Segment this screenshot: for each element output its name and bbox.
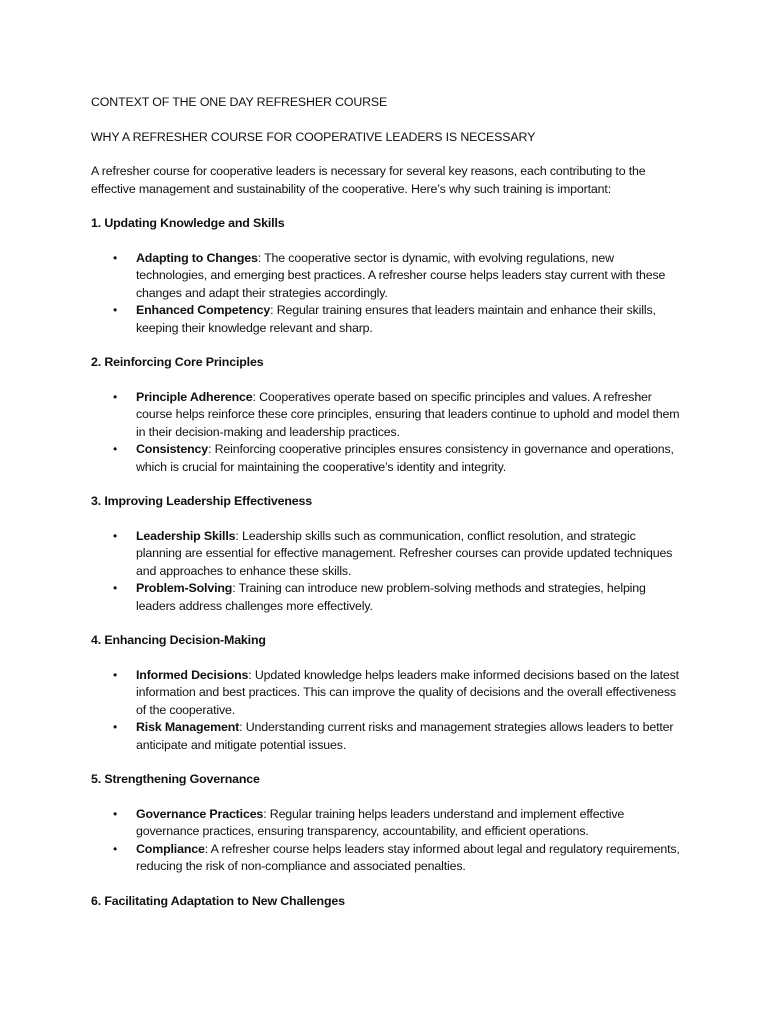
list-item <box>91 441 681 476</box>
list-item <box>91 528 681 581</box>
bullet-text: : The cooperative sector is dynamic, with evolving regulations, new technologies, and emerging best practices. A refresher course helps leaders stay current with these changes and adapt their strategies accordingly. <box>136 250 666 300</box>
document-title: CONTEXT OF THE ONE DAY REFRESHER COURSE <box>91 95 388 109</box>
section-heading: 4. Enhancing Decision-Making <box>91 633 266 647</box>
bullet-icon: • <box>113 806 118 821</box>
bullet-term: Problem-Solving <box>136 581 233 595</box>
bullet-term: Consistency <box>136 442 209 456</box>
list-item <box>91 841 681 876</box>
list-item <box>91 302 681 337</box>
bullet-term: Risk Management <box>136 720 240 734</box>
bullet-icon: • <box>113 528 118 543</box>
bullet-term: Principle Adherence <box>136 389 253 404</box>
bullet-text: : A refresher course helps leaders stay informed about legal and regulatory requirements, reducing the risk of non-compliance and associated penalties. <box>136 841 680 873</box>
bullet-text: : Regular training helps leaders understand and implement effective governance practices, ensuring transparency, accountability, and efficient operations. <box>136 806 625 838</box>
section-heading: 3. Improving Leadership Effectiveness <box>91 494 312 508</box>
bullet-term: Compliance <box>136 841 205 856</box>
bullet-text: : Understanding current risks and management strategies allows leaders to better anticipate and mitigate potential issues. <box>136 720 674 752</box>
bullet-list <box>91 389 681 477</box>
bullet-icon: • <box>113 250 118 265</box>
bullet-term: Adapting to Changes <box>136 250 258 265</box>
bullet-text: : Training can introduce new problem-solving methods and strategies, helping leaders address challenges more effectively. <box>136 581 646 613</box>
bullet-icon: • <box>113 442 118 456</box>
bullet-list <box>91 667 681 755</box>
bullet-list <box>91 528 681 616</box>
bullet-icon: • <box>113 389 118 404</box>
bullet-term: Enhanced Competency <box>136 303 271 317</box>
section-heading: 5. Strengthening Governance <box>91 772 260 786</box>
bullet-text: : Updated knowledge helps leaders make informed decisions based on the latest information and best practices. This can improve the quality of decisions and the overall effectiveness of the cooperative. <box>136 667 679 717</box>
list-item <box>91 806 681 841</box>
bullet-list <box>91 250 681 338</box>
bullet-term: Informed Decisions <box>136 667 249 682</box>
bullet-icon: • <box>113 720 118 734</box>
bullet-icon: • <box>113 581 118 595</box>
bullet-term: Governance Practices <box>136 806 264 821</box>
section-heading: 1. Updating Knowledge and Skills <box>91 216 285 230</box>
bullet-list <box>91 806 681 876</box>
document-body <box>91 94 681 910</box>
list-item <box>91 389 681 442</box>
list-item <box>91 719 681 754</box>
list-item <box>91 580 681 615</box>
bullet-text: : Reinforcing cooperative principles ensures consistency in governance and operations, which is crucial for maintaining the cooperative’s identity and integrity. <box>136 442 674 474</box>
section-heading: 2. Reinforcing Core Principles <box>91 355 264 369</box>
bullet-text: : Regular training ensures that leaders maintain and enhance their skills, keeping their knowledge relevant and sharp. <box>136 303 656 335</box>
section-heading: 6. Facilitating Adaptation to New Challenges <box>91 893 345 908</box>
list-item <box>91 250 681 303</box>
bullet-text: : Cooperatives operate based on specific principles and values. A refresher course helps reinforce these core principles, ensuring that leaders continue to uphold and model them in their decision-making and leadership practices. <box>136 389 680 439</box>
bullet-term: Leadership Skills <box>136 528 236 543</box>
bullet-text: : Leadership skills such as communication, conflict resolution, and strategic planning are essential for effective management. Refresher courses can provide updated techniques and approaches to enhance these skills. <box>136 528 673 578</box>
bullet-icon: • <box>113 667 118 682</box>
bullet-icon: • <box>113 841 118 856</box>
list-item <box>91 667 681 720</box>
intro-paragraph: A refresher course for cooperative leaders is necessary for several key reasons, each contributing to the effective management and sustainability of the cooperative. Here’s why such training is important: <box>91 164 646 196</box>
document-subtitle: WHY A REFRESHER COURSE FOR COOPERATIVE LEADERS IS NECESSARY <box>91 129 536 144</box>
bullet-icon: • <box>113 303 118 317</box>
